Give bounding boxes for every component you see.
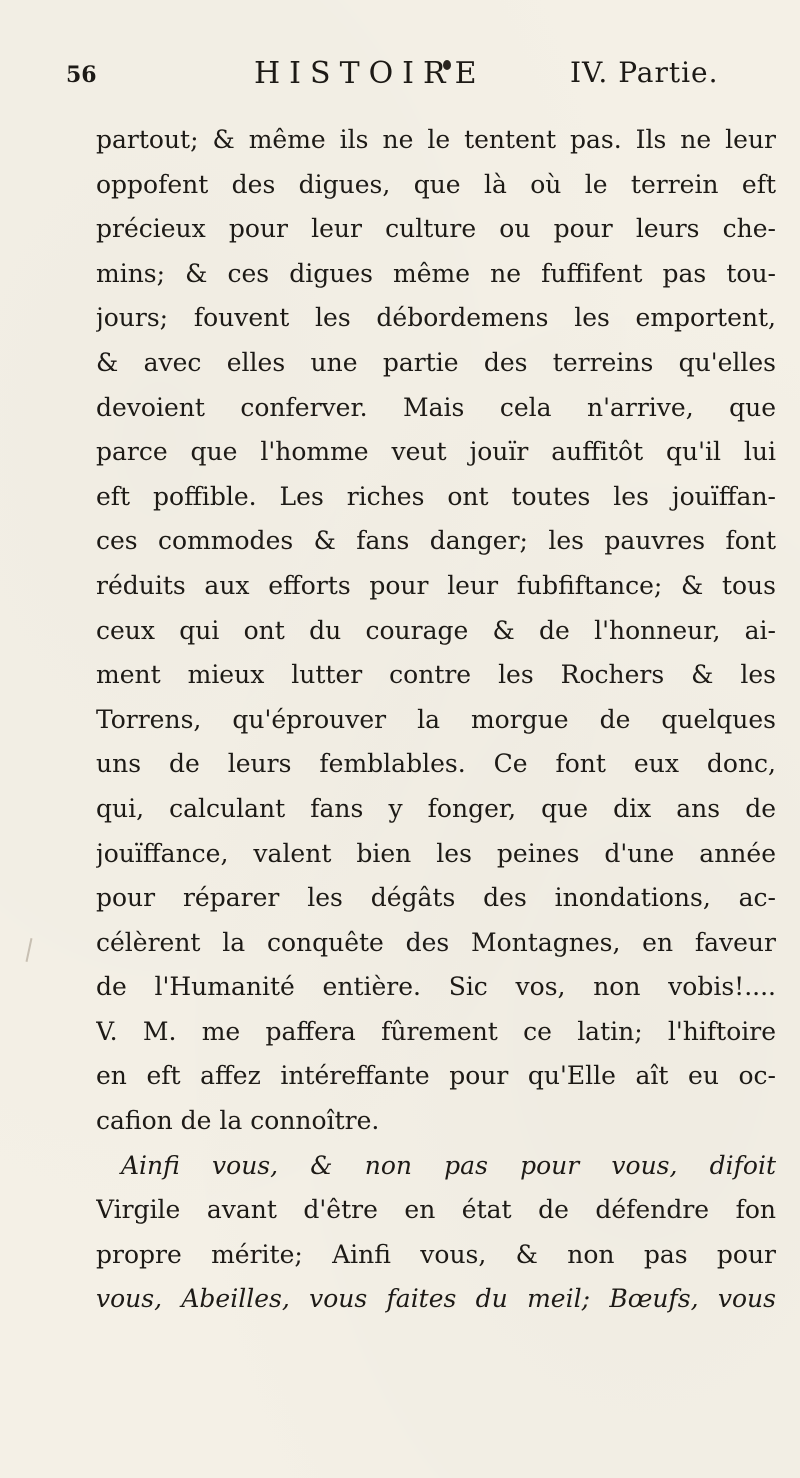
page-number: 56: [66, 62, 97, 88]
text-line: Virgile avant d'être en état de défendre fon: [96, 1195, 776, 1225]
text-line: devoient conferver. Mais cela n'arrive, que: [96, 392, 776, 422]
text-line: ceux qui ont du courage & de l'honneur, ai-: [96, 615, 776, 645]
text-line: ces commodes & fans danger; les pauvres font: [96, 526, 776, 556]
body-text: [96, 118, 776, 1322]
text-line: V. M. me paffera fûrement ce latin; l'hiftoire: [96, 1016, 776, 1046]
margin-mark-decoration: [26, 938, 33, 962]
text-line: en eft affez intéreffante pour qu'Elle aît eu oc-: [96, 1061, 776, 1091]
text-line: jours; fouvent les débordemens les emportent,: [96, 303, 776, 333]
text-line: cafion de la connoître.: [96, 1106, 380, 1136]
text-line: ment mieux lutter contre les Rochers & les: [96, 660, 776, 690]
text-line: vous, Abeilles, vous faites du meil; Bœufs, vous: [96, 1284, 776, 1314]
text-line: célèrent la conquête des Montagnes, en faveur: [96, 927, 776, 957]
running-part: IV. Partie.: [570, 56, 719, 89]
text-line: Torrens, qu'éprouver la morgue de quelques: [96, 704, 776, 734]
text-line: Ainfi vous, & non pas pour vous, difoit: [121, 1150, 776, 1180]
text-line: uns de leurs femblables. Ce font eux donc,: [96, 749, 776, 779]
running-title: HISTOIRE: [254, 56, 486, 91]
text-line: jouïffance, valent bien les peines d'une année: [96, 838, 776, 868]
text-line: partout; & même ils ne le tentent pas. Ils ne leur: [96, 125, 776, 154]
text-line: oppofent des digues, que là où le terrein eft: [96, 169, 776, 199]
text-line: de l'Humanité entière. Sic vos, non vobis!....: [96, 972, 776, 1002]
text-line: réduits aux efforts pour leur fubfiftance; & tous: [96, 570, 776, 600]
text-line: pour réparer les dégâts des inondations, ac-: [96, 883, 776, 913]
text-line: mins; & ces digues même ne fuffifent pas tou-: [96, 258, 776, 288]
text-line: & avec elles une partie des terreins qu'elles: [96, 347, 776, 377]
running-header: [66, 52, 776, 102]
text-line: propre mérite; Ainfi vous, & non pas pour: [96, 1239, 776, 1269]
text-line: eft poffible. Les riches ont toutes les jouïffan-: [96, 481, 776, 511]
text-line: qui, calculant fans y fonger, que dix ans de: [96, 793, 776, 823]
text-line: parce que l'homme veut jouïr auffitôt qu'il lui: [96, 437, 776, 467]
text-line: précieux pour leur culture ou pour leurs che-: [96, 214, 776, 244]
